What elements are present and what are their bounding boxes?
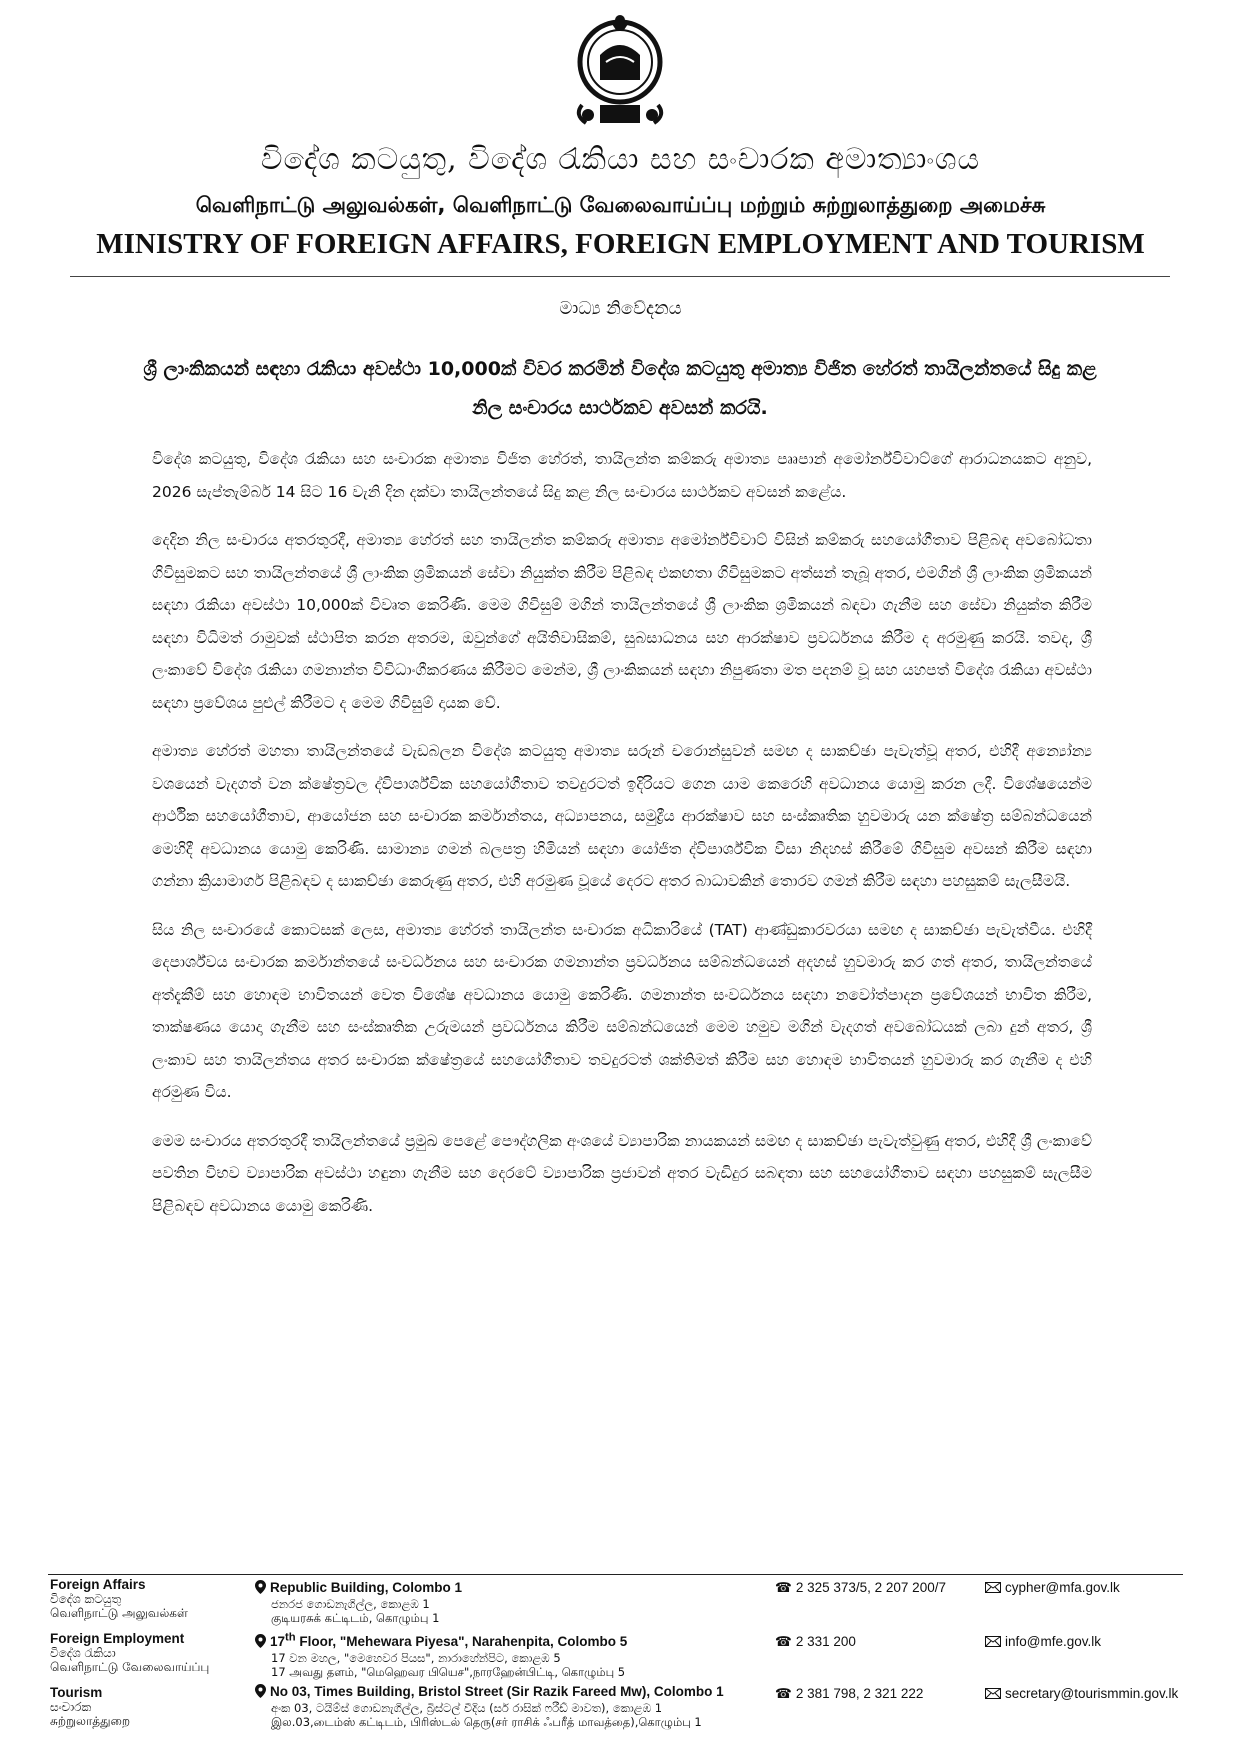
address-ta: குடியரசுக் கட்டிடம், கொழும்பு 1 <box>271 1611 440 1625</box>
address-en: Floor, "Mehewara Piyesa", Narahenpita, Colombo 5 <box>295 1633 628 1649</box>
email-address[interactable]: info@mfe.gov.lk <box>1005 1634 1101 1649</box>
address-si: අංක 03, ටයිම්ස් ගොඩනැගිල්ල, බ්‍රිස්ටල් වීදිය (සර් රාසික් ෆරීඩ් මාවත), කොළඹ 1 <box>271 1701 663 1715</box>
dept-name-si: විදේශ රැකියා <box>50 1646 116 1660</box>
telephone-icon: ☎ <box>775 1634 792 1650</box>
fax-email-icon <box>985 1581 1001 1596</box>
paragraph-3: අමාත්‍ය හේරත් මහතා තායිලන්තයේ වැඩබලන විදේශ කටයුතු අමාත්‍ය සරුන් චරොන්සුවන් සමඟ ද සාකච්ඡා පැවැත්වූ අතර, එහිදී අන්‍යෝන්‍ය වශයෙන් වැදගත් වන ක්ෂේත්‍රවල ද්විපාර්ශ්වික සහයෝගීතාව තවදුරටත් ඉදිරියට ගෙන යාම කෙරෙහි අවධානය යොමු කරන ලදී. විශේෂයෙන්ම ආර්ථික සහයෝගීතාව, ආයෝජන සහ සංචාරක කර්මාන්තය, අධ්‍යාපනය, සමුද්‍රීය ආරක්ෂාව සහ සංස්කෘතික හුවමාරු යන ක්ෂේත්‍ර සම්බන්ධයෙන් මෙහිදී අවධානය යොමු කෙරිණි. සාමාන්‍ය ගමන් බලපත්‍ර හිමියන් සඳහා යෝජිත ද්විපාර්ශ්වික වීසා නිදහස් කිරීමේ ගිවිසුම අවසන් කිරීම සඳහා ගන්නා ක්‍රියාමාර්ග පිළිබඳව ද සාකච්ඡා කෙරුණු අතර, එහි අරමුණ වූයේ දෙරට අතර බාධාවකින් තොරව ගමන් කිරීම සඳහා පහසුකම් සැලසීමයි. <box>152 742 1092 890</box>
footer-email-tourism[interactable] <box>985 1686 1178 1702</box>
ministry-name-english: MINISTRY OF FOREIGN AFFAIRS, FOREIGN EMPLOYMENT AND TOURISM <box>96 228 1145 260</box>
state-emblem-icon <box>570 10 670 135</box>
address-floor-suffix: th <box>285 1631 296 1643</box>
phone-number: 2 381 798, 2 321 222 <box>795 1686 924 1701</box>
phone-number: 2 325 373/5, 2 207 200/7 <box>795 1580 946 1595</box>
address-en: No 03, Times Building, Bristol Street (Sir Razik Fareed Mw), Colombo 1 <box>270 1684 724 1699</box>
document-type-label: මාධ්‍ය නිවේදනය <box>559 298 682 319</box>
footer-address-tourism <box>255 1684 724 1729</box>
footer-dept-foreign-affairs <box>50 1578 188 1620</box>
footer-address-foreign-affairs <box>255 1580 462 1625</box>
footer-phone-tourism <box>775 1686 923 1702</box>
address-floor-number: 17 <box>270 1633 286 1649</box>
fax-email-icon <box>985 1687 1001 1702</box>
footer-address-foreign-employment <box>255 1630 627 1679</box>
paragraph-1: විදේශ කටයුතු, විදේශ රැකියා සහ සංචාරක අමාත්‍ය විජිත හේරත්, තායිලන්ත කම්කරු අමාත්‍ය ප්‍රූපාන් අමෝර්න්විවාට්ගේ ආරාධනයකට අනුව, 2026 සැප්තැම්බර් 14 සිට 16 වැනි දින දක්වා තායිලන්තයේ සිදු කළ නිල සංචාරය සාර්ථකව අවසන් කළේය. <box>152 450 1092 501</box>
location-pin-icon <box>255 1684 266 1701</box>
footer-phone-foreign-employment <box>775 1634 856 1650</box>
footer-dept-tourism <box>50 1686 130 1728</box>
email-address[interactable]: cypher@mfa.gov.lk <box>1005 1580 1120 1595</box>
footer-email-foreign-employment[interactable] <box>985 1634 1101 1650</box>
paragraph-2: දෙදින නිල සංචාරය අතරතුරදී, අමාත්‍ය හේරත් සහ තායිලන්ත කම්කරු අමාත්‍ය අමෝර්න්විවාට් විසින් කම්කරු සහයෝගීතාව පිළිබඳ අවබෝධතා ගිවිසුමකට සහ තායිලන්තයේ ශ්‍රී ලාංකික ශ්‍රමිකයන් සේවා නියුක්ත කිරීම පිළිබඳ එකඟතා ගිවිසුමකට අත්සන් තැබූ අතර, එමගින් ශ්‍රී ලාංකික ශ්‍රමිකයන් සඳහා රැකියා අවස්ථා 10,000ක් විවෘත කෙරිණි. මෙම ගිවිසුම් මගින් තායිලන්තයේ ශ්‍රී ලාංකික ශ්‍රමිකයන් බඳවා ගැනීම සහ සේවා නියුක්ත කිරීම සඳහා විධිමත් රාමුවක් ස්ථාපිත කරන අතරම, ඔවුන්ගේ අයිතිවාසිකම්, සුබසාධනය සහ ආරක්ෂාව ප්‍රවර්ධනය කිරීම ද අරමුණු කරයි. තවද, ශ්‍රී ලංකාවේ විදේශ රැකියා ගමනාන්ත විවිධාංගීකරණය කිරීමට මෙන්ම, ශ්‍රී ලාංකිකයන් සඳහා නිපුණතා මත පදනම් වූ සහ යහපත් විදේශ රැකියා අවස්ථා සඳහා ප්‍රවේශය පුළුල් කිරීමට ද මෙම ගිවිසුම් දායක වේ. <box>152 531 1092 712</box>
phone-number: 2 331 200 <box>795 1634 856 1649</box>
footer-dept-foreign-employment <box>50 1632 209 1674</box>
dept-name-en: Tourism <box>50 1685 103 1700</box>
address-si: 17 වන මහල, "මෙහෙවර පියස", නාරාහේන්පිට, කොළඹ 5 <box>271 1650 561 1665</box>
address-en: Republic Building, Colombo 1 <box>270 1580 462 1595</box>
ministry-name-sinhala: විදේශ කටයුතු, විදේශ රැකියා සහ සංචාරක අමාත්‍යාංශය <box>260 142 981 177</box>
dept-name-si: සංචාරක <box>50 1700 92 1714</box>
dept-name-ta: வெளிநாட்டு அலுவல்கள் <box>50 1606 188 1620</box>
paragraph-4: සිය නිල සංචාරයේ කොටසක් ලෙස, අමාත්‍ය හේරත් තායිලන්ත සංචාරක අධිකාරියේ (TAT) ආණ්ඩුකාරවරයා සමඟ ද සාකච්ඡා පැවැත්වීය. එහිදී දෙපාර්ශ්වය සංචාරක කර්මාන්තයේ සංවර්ධනය සහ සංචාරක ගමනාන්ත ප්‍රවර්ධනය සම්බන්ධයෙන් අදහස් හුවමාරු කර ගත් අතර, තායිලන්තයේ අත්දැකීම් සහ හොඳම භාවිතයන් වෙත විශේෂ අවධානය යොමු කෙරිණි. ගමනාන්ත සංවර්ධනය සඳහා නවෝත්පාදන ප්‍රවේශයන් භාවිත කිරීම, තාක්ෂණය යොදා ගැනීම සහ සංස්කෘතික උරුමයන් ප්‍රවර්ධනය කිරීම සම්බන්ධයෙන් මෙම හමුව මගින් වැදගත් අවබෝධයක් ලබා දුන් අතර, ශ්‍රී ලංකාව සහ තායිලන්තය අතර සංචාරක ක්ෂේත්‍රයේ සහයෝගීතාව තවදුරටත් ශක්තිමත් කිරීම සහ හොඳම භාවිතයන් හුවමාරු කර ගැනීම ද එහි අරමුණ විය. <box>152 920 1092 1101</box>
fax-email-icon <box>985 1635 1001 1650</box>
footer-divider <box>48 1574 1183 1575</box>
dept-name-ta: வெளிநாட்டு வேலைவாய்ப்பு <box>50 1660 210 1674</box>
dept-name-si: විදේශ කටයුතු <box>50 1592 122 1606</box>
press-release-body <box>152 443 1092 1238</box>
telephone-icon: ☎ <box>775 1686 792 1702</box>
dept-name-ta: சுற்றுலாத்துறை <box>50 1714 131 1728</box>
telephone-icon: ☎ <box>775 1580 792 1596</box>
address-ta: இல.03,டைம்ஸ் கட்டிடம், பிரிஸ்டல் தெரு(சர் ராசிக் ஃபரீத் மாவத்தை),கொழும்பு 1 <box>271 1715 702 1729</box>
footer-phone-foreign-affairs <box>775 1580 946 1596</box>
paragraph-5: මෙම සංචාරය අතරතුරදී තායිලන්තයේ ප්‍රමුඛ පෙළේ පෞද්ගලික අංශයේ ව්‍යාපාරික නායකයන් සමඟ ද සාකච්ඡා පැවැත්වුණු අතර, එහිදී ශ්‍රී ලංකාවේ පවතින විභව ව්‍යාපාරික අවස්ථා හඳුනා ගැනීම සහ දෙරටේ ව්‍යාපාරික ප්‍රජාවන් අතර වැඩිදුර සබඳතා සහ සහයෝගීතාව සඳහා පහසුකම් සැලසීම පිළිබඳව අවධානය යොමු කෙරිණි. <box>152 1131 1092 1215</box>
press-release-title: ශ්‍රී ලාංකිකයන් සඳහා රැකියා අවස්ථා 10,000ක් විවර කරමින් විදේශ කටයුතු අමාත්‍ය විජිත හේරත් තායිලන්තයේ සිදු කළ නිල සංචාරය සාර්ථකව අවසන් කරයි. <box>143 358 1097 419</box>
dept-name-en: Foreign Affairs <box>50 1577 146 1592</box>
location-pin-icon <box>255 1634 266 1651</box>
header-divider <box>70 276 1170 277</box>
location-pin-icon <box>255 1580 266 1597</box>
footer-email-foreign-affairs[interactable] <box>985 1580 1120 1596</box>
dept-name-en: Foreign Employment <box>50 1631 185 1646</box>
address-ta: 17 அவது தளம், "மெஹெவர பியெச",நாரஹேன்பிட்டி, கொழும்பு 5 <box>271 1664 626 1679</box>
address-si: ජනරජ ගොඩනැගිල්ල, කොළඹ 1 <box>271 1597 430 1611</box>
ministry-name-tamil: வெளிநாட்டு அலுவல்கள், வெளிநாட்டு வேலைவாய்ப்பு மற்றும் சுற்றுலாத்துறை அமைச்சு <box>195 193 1046 217</box>
email-address[interactable]: secretary@tourismmin.gov.lk <box>1005 1686 1179 1701</box>
